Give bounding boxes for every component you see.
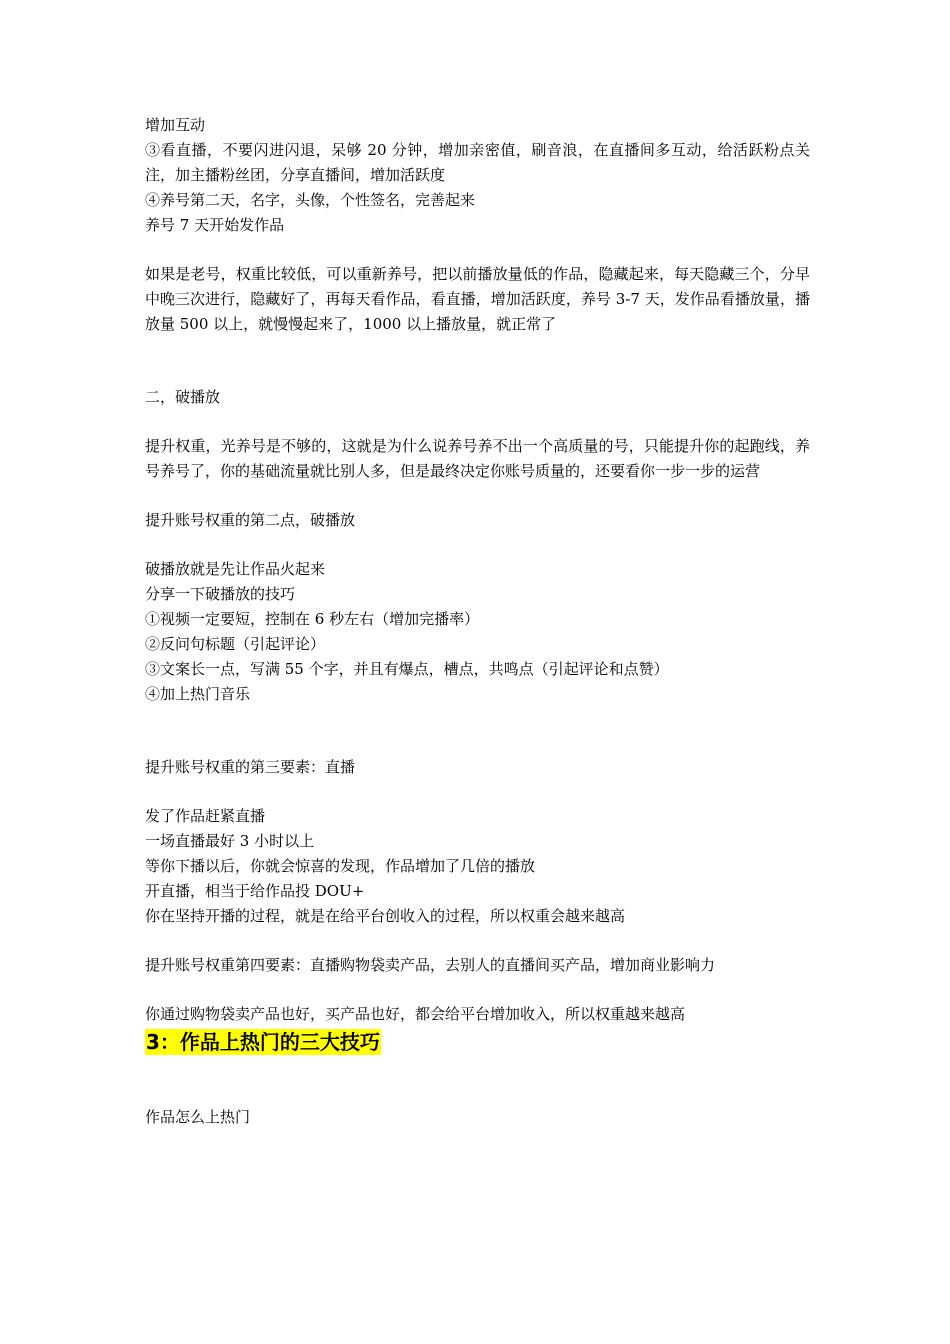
section-title: 二，破播放 (145, 388, 221, 406)
paragraph: 如果是老号，权重比较低，可以重新养号，把以前播放量低的作品，隐藏起来，每天隐藏三个，分早中晚三次进行，隐藏好了，再每天看作品，看直播，增加活跃度，养号 3-7 天，发作品看播放量，播放量 500 以上，就慢慢起来了，1000 以上播放量，就正常了 (145, 265, 810, 333)
list-item: ①视频一定要短，控制在 6 秒左右（增加完播率） (145, 610, 480, 628)
list-item: ③文案长一点，写满 55 个字，并且有爆点，槽点，共鸣点（引起评论和点赞） (145, 660, 669, 678)
list-item: ②反问句标题（引起评论） (145, 635, 326, 653)
spacer (145, 533, 810, 557)
paragraph-line: 发了作品赶紧直播 (145, 807, 266, 825)
heading-highlight: 3：作品上热门的三大技巧 (146, 1030, 380, 1054)
highlighted-heading (145, 1027, 810, 1057)
spacer (145, 978, 810, 1002)
paragraph-line: 养号 7 天开始发作品 (145, 216, 285, 234)
paragraph-line: 提升账号权重的第二点，破播放 (145, 511, 356, 529)
paragraph-line: 你通过购物袋卖产品也好，买产品也好，都会给平台增加收入，所以权重越来越高 (145, 1005, 686, 1023)
spacer (145, 707, 810, 755)
paragraph-line: 增加互动 (145, 116, 206, 134)
spacer (145, 238, 810, 262)
spacer (145, 410, 810, 434)
document-body (145, 113, 810, 1130)
paragraph-line: 你在坚持开播的过程，就是在给平台创收入的过程，所以权重会越来越高 (145, 907, 626, 925)
paragraph-line: 开直播，相当于给作品投 DOU+ (145, 882, 365, 900)
spacer (145, 484, 810, 508)
paragraph-line: 提升账号权重的第三要素：直播 (145, 758, 356, 776)
paragraph-line: 等你下播以后，你就会惊喜的发现，作品增加了几倍的播放 (145, 857, 536, 875)
spacer (145, 929, 810, 953)
paragraph-line: 提升账号权重第四要素：直播购物袋卖产品，去别人的直播间买产品，增加商业影响力 (145, 956, 716, 974)
paragraph-line: ④养号第二天，名字，头像，个性签名，完善起来 (145, 191, 476, 209)
spacer (145, 1057, 810, 1105)
paragraph: 提升权重，光养号是不够的，这就是为什么说养号养不出一个高质量的号，只能提升你的起跑线，养号养号了，你的基础流量就比别人多，但是最终决定你账号质量的，还要看你一步一步的运营 (145, 437, 810, 480)
paragraph-line: 作品怎么上热门 (145, 1108, 251, 1126)
spacer (145, 780, 810, 804)
paragraph-line: 分享一下破播放的技巧 (145, 585, 296, 603)
paragraph-line: 一场直播最好 3 小时以上 (145, 832, 315, 850)
paragraph-line: ③看直播，不要闪进闪退，呆够 20 分钟，增加亲密值，刷音浪，在直播间多互动，给活跃粉点关注，加主播粉丝团，分享直播间，增加活跃度 (145, 141, 810, 184)
list-item: ④加上热门音乐 (145, 685, 251, 703)
paragraph-line: 破播放就是先让作品火起来 (145, 560, 326, 578)
spacer (145, 337, 810, 385)
